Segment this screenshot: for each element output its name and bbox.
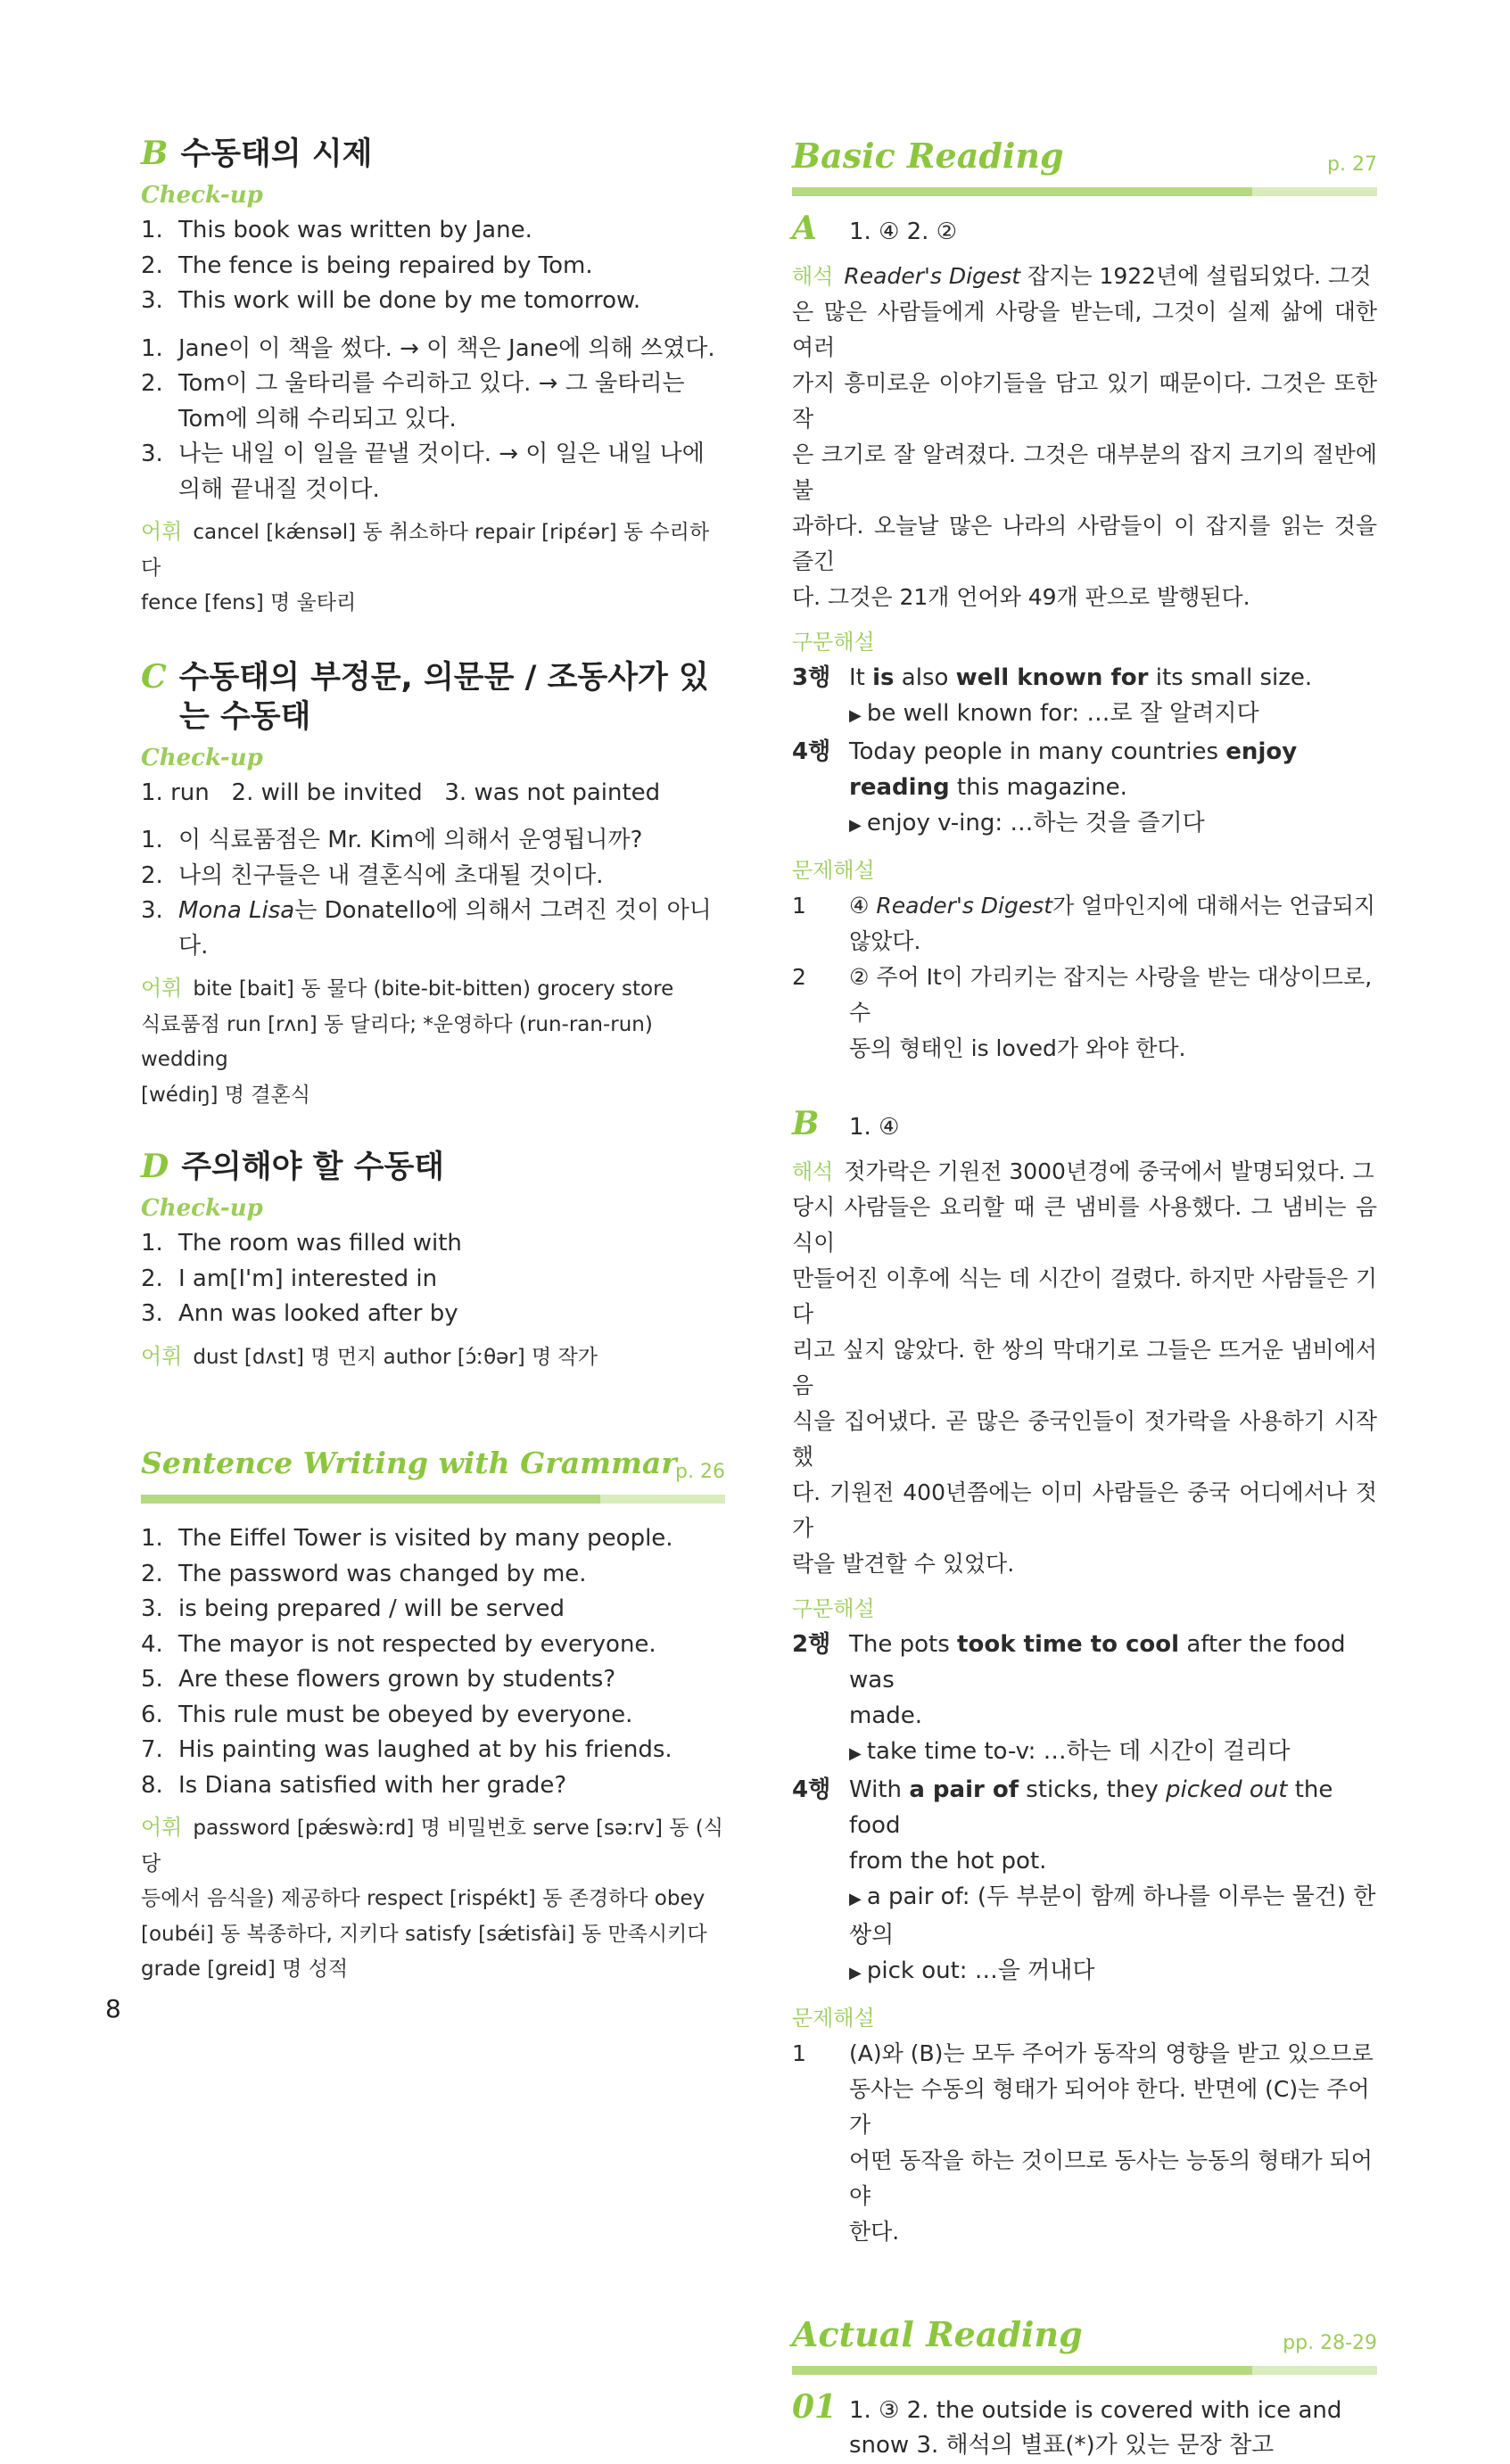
item-text: The fence is being repaired by Tom. xyxy=(178,251,593,279)
grammar-note xyxy=(792,734,1377,805)
item-number: 1. xyxy=(141,1525,163,1552)
answer-row xyxy=(792,2389,1377,2428)
line-ref: 4행 xyxy=(792,1776,831,1803)
page-number: 8 xyxy=(105,1994,121,2023)
grammar-note xyxy=(792,1772,1377,1879)
section-b-heading xyxy=(141,134,725,174)
list-item xyxy=(141,1557,725,1593)
grammar-tip xyxy=(792,1953,1377,1991)
list-item xyxy=(141,1521,725,1557)
problem-explanation xyxy=(792,2036,1377,2250)
list-item xyxy=(141,1662,725,1698)
section-b xyxy=(141,134,725,622)
vocab-block xyxy=(141,1810,725,1988)
tip-text: pick out: …을 꺼내다 xyxy=(866,1957,1095,1984)
answer-letter: 01 xyxy=(792,2388,838,2426)
text-run: from the hot pot. xyxy=(849,1848,1047,1875)
band-title: Actual Reading xyxy=(792,2314,1083,2354)
item-number: 3. xyxy=(141,287,163,314)
problem-number: 1 xyxy=(792,2040,806,2066)
vocab-label: 어휘 xyxy=(141,519,183,544)
haeseok-label: 해석 xyxy=(792,1159,834,1184)
tip-text: a pair of: (두 부분이 함께 하나를 이루는 물건) 한 쌍의 xyxy=(849,1883,1376,1949)
text-run: its small size. xyxy=(1148,664,1313,691)
checkup-answers xyxy=(141,776,725,812)
vocab-text: [oubéi] 동 복종하다, 지키다 satisfy [sǽtisfài] 동 만족시키다 xyxy=(141,1922,707,1946)
checkup-label: Check-up xyxy=(141,182,263,209)
section-d-heading xyxy=(141,1147,725,1187)
item-number: 3. xyxy=(141,1300,163,1327)
item-text-rest: 는 Donatello에 의해서 그려진 것이 아니다. xyxy=(178,897,712,960)
item-number: 3. xyxy=(141,441,163,467)
text-run-bold: reading xyxy=(849,774,950,801)
para-line: 은 많은 사람들에게 사랑을 받는데, 그것이 실제 삶에 대한 여러 xyxy=(792,299,1377,360)
answer-list xyxy=(141,213,725,319)
work-title: Mona Lisa xyxy=(178,897,295,924)
text-run: this magazine. xyxy=(949,774,1127,801)
triangle-icon: ▶ xyxy=(849,1964,862,1982)
item-text: The password was changed by me. xyxy=(178,1560,587,1587)
translation-paragraph xyxy=(792,259,1377,615)
translation-list xyxy=(141,332,725,508)
item-number: 2. xyxy=(231,779,254,806)
answer-text: 1. ④ xyxy=(849,1114,900,1141)
gumun-label: 구문해설 xyxy=(792,630,875,655)
vocab-block xyxy=(141,1339,725,1376)
answer-text: 1. ④ 2. ② xyxy=(849,218,958,245)
triangle-icon: ▶ xyxy=(849,1744,862,1763)
item-number: 3. xyxy=(141,1595,163,1622)
vocab-label: 어휘 xyxy=(141,1815,183,1840)
list-item xyxy=(141,859,725,894)
item-number: 8. xyxy=(141,1771,163,1799)
text-run: 어떤 동작을 하는 것이므로 동사는 능동의 형태가 되어야 xyxy=(849,2147,1373,2209)
triangle-icon: ▶ xyxy=(849,816,862,835)
section-actual-reading xyxy=(792,2312,1377,2464)
item-text: The Eiffel Tower is visited by many people. xyxy=(178,1525,673,1552)
text-run: Today people in many countries xyxy=(849,738,1226,765)
section-letter: B xyxy=(141,135,169,172)
answer-letter: B xyxy=(792,1105,820,1142)
problem-number: 1 xyxy=(792,893,806,919)
munje-label: 문제해설 xyxy=(792,858,875,883)
item-text: will be invited xyxy=(260,779,423,806)
list-item xyxy=(141,1768,725,1804)
section-c-heading xyxy=(141,657,725,697)
para-line: 식을 집어냈다. 곧 많은 중국인들이 젓가락을 사용하기 시작했 xyxy=(792,1408,1377,1470)
item-number: 1. xyxy=(141,334,163,362)
haeseok-label: 해석 xyxy=(792,264,834,289)
para-line: 리고 싶지 않았다. 한 쌍의 막대기로 그들은 뜨거운 냄비에서 음 xyxy=(792,1337,1377,1398)
text-run: It xyxy=(849,664,873,691)
problem-number: 2 xyxy=(792,964,806,990)
band-heading xyxy=(792,2312,1377,2377)
item-text: The room was filled with xyxy=(178,1230,462,1257)
section-sentence-writing xyxy=(141,1441,725,1988)
line-ref: 4행 xyxy=(792,738,831,765)
item-text: 나는 내일 이 일을 끝낼 것이다. → 이 일은 내일 나에 의해 끝내질 것이다. xyxy=(178,441,705,503)
section-basic-reading xyxy=(792,134,1377,2250)
answer-text-cont: snow 3. 해석의 별표(*)가 있는 문장 참고 xyxy=(849,2432,1275,2459)
text-run: the food xyxy=(849,1776,1333,1839)
vocab-text: bite [bait] 동 물다 (bite-bit-bitten) grocery store xyxy=(193,977,674,1001)
line-ref: 3행 xyxy=(792,664,831,691)
list-item xyxy=(141,284,725,319)
text-run: also xyxy=(894,664,956,691)
item-number: 1. xyxy=(141,779,163,806)
text-run: 동사는 수동의 형태가 되어야 한다. 반면에 (C)는 주어가 xyxy=(849,2076,1370,2138)
right-column xyxy=(792,134,1377,2464)
vocab-text: dust [dʌst] 명 먼지 author [ɔ́ːθər] 명 작가 xyxy=(193,1345,598,1369)
band-bar xyxy=(792,2366,1377,2375)
item-number: 3. xyxy=(141,897,163,924)
para-line: 당시 사람들은 요리할 때 큰 냄비를 사용했다. 그 냄비는 음식이 xyxy=(792,1194,1377,1256)
item-number: 1. xyxy=(141,1230,163,1257)
text-run: 가 얼마인지에 대해서는 언급되지 xyxy=(1052,893,1376,919)
para-line: 가지 흥미로운 이야기들을 담고 있기 때문이다. 그것은 또한 작 xyxy=(792,370,1377,432)
vocab-text: password [pǽswə̀ːrd] 명 비밀번호 serve [səːrv] 동 (식당 xyxy=(141,1817,723,1875)
gumun-label: 구문해설 xyxy=(792,1596,875,1621)
item-text: I am[I'm] interested in xyxy=(178,1265,438,1292)
translation-list xyxy=(141,823,725,964)
list-item xyxy=(141,1297,725,1332)
munje-label: 문제해설 xyxy=(792,2006,875,2031)
problem-explanation xyxy=(792,960,1377,1067)
vocab-label: 어휘 xyxy=(141,976,183,1001)
item-number: 2. xyxy=(141,251,163,279)
section-title: 수동태의 시제 xyxy=(180,136,373,172)
text-run-bold: is xyxy=(872,664,895,691)
band-heading xyxy=(792,134,1377,198)
para-line: 은 크기로 잘 알려졌다. 그것은 대부분의 잡지 크기의 절반에 불 xyxy=(792,441,1377,503)
grammar-note xyxy=(792,660,1377,696)
item-number: 2. xyxy=(141,1265,163,1292)
section-letter: D xyxy=(141,1148,169,1185)
text-run: made. xyxy=(849,1702,923,1729)
item-number: 1. xyxy=(141,217,163,243)
item-text: This rule must be obeyed by everyone. xyxy=(178,1701,633,1728)
band-page-ref: p. 27 xyxy=(1327,153,1377,176)
item-text: The mayor is not respected by everyone. xyxy=(178,1630,656,1658)
item-text: His painting was laughed at by his friends. xyxy=(178,1736,672,1763)
text-run: (A)와 (B)는 모두 주어가 동작의 영향을 받고 있으므로 xyxy=(849,2040,1374,2066)
vocab-text: [wédiŋ] 명 결혼식 xyxy=(141,1083,310,1107)
item-text: Tom이 그 울타리를 수리하고 있다. → 그 울타리는 Tom에 의해 수리되고 있다. xyxy=(178,370,685,433)
para-line: 과하다. 오늘날 많은 나라의 사람들이 이 잡지를 읽는 것을 즐긴 xyxy=(792,513,1377,574)
magazine-title: Reader's Digest xyxy=(876,893,1053,919)
list-item xyxy=(141,1628,725,1663)
item-text: Is Diana satisfied with her grade? xyxy=(178,1771,567,1799)
section-letter: C xyxy=(141,657,167,696)
item-text: is being prepared / will be served xyxy=(178,1595,565,1622)
item-number: 1. xyxy=(141,827,163,853)
item-text: 나의 친구들은 내 결혼식에 초대될 것이다. xyxy=(178,861,604,889)
band-page-ref: pp. 28-29 xyxy=(1283,2332,1377,2354)
band-title: Basic Reading xyxy=(792,136,1064,176)
item-number: 2. xyxy=(141,370,163,397)
text-run: With xyxy=(849,1776,910,1803)
line-ref: 2행 xyxy=(792,1631,831,1658)
grammar-note xyxy=(792,1627,1377,1734)
list-item xyxy=(141,249,725,284)
section-c-heading-cont xyxy=(141,697,725,737)
tip-text: enjoy v-ing: …하는 것을 즐기다 xyxy=(866,810,1205,836)
item-number: 3. xyxy=(444,779,467,806)
list-item xyxy=(141,213,725,249)
grammar-tip xyxy=(792,1879,1377,1953)
item-text: Are these flowers grown by students? xyxy=(178,1666,616,1693)
item-text: run xyxy=(170,779,210,806)
answer-list xyxy=(141,1226,725,1332)
item-text: Ann was looked after by xyxy=(178,1300,458,1327)
para-line: 다. 기원전 400년쯤에는 이미 사람들은 중국 어디에서나 젓가 xyxy=(792,1479,1377,1541)
item-number: 6. xyxy=(141,1701,163,1728)
grammar-tip xyxy=(792,696,1377,734)
magazine-title: Reader's Digest xyxy=(844,263,1021,289)
left-column xyxy=(141,134,725,1988)
tip-text: take time to-v: …하는 데 시간이 걸리다 xyxy=(866,1738,1291,1765)
para-line: 만들어진 이후에 식는 데 시간이 걸렸다. 하지만 사람들은 기다 xyxy=(792,1265,1377,1327)
item-number: 2. xyxy=(141,1560,163,1587)
section-title: 주의해야 할 수동태 xyxy=(181,1150,445,1185)
answer-letter: A xyxy=(792,210,817,247)
band-bar xyxy=(141,1495,725,1504)
section-c xyxy=(141,657,725,1114)
text-run: after the food was xyxy=(849,1631,1346,1693)
grammar-tip xyxy=(792,805,1377,844)
item-text: This book was written by Jane. xyxy=(178,217,532,243)
list-item xyxy=(141,823,725,859)
item-text: 이 식료품점은 Mr. Kim에 의해서 운영됩니까? xyxy=(178,827,643,853)
item-number: 7. xyxy=(141,1736,163,1763)
list-item xyxy=(141,1698,725,1734)
list-item xyxy=(141,1733,725,1768)
para-line: 잡지는 1922년에 설립되었다. 그것 xyxy=(1020,263,1372,289)
text-run: sticks, they xyxy=(1019,1776,1167,1803)
band-page-ref: p. 26 xyxy=(675,1461,725,1483)
grammar-tip xyxy=(792,1734,1377,1772)
vocab-label: 어휘 xyxy=(141,1343,183,1369)
text-run-bold: enjoy xyxy=(1225,738,1298,765)
item-number: 2. xyxy=(141,861,163,889)
list-item xyxy=(141,1592,725,1628)
vocab-text: 등에서 음식을) 제공하다 respect [rispékt] 동 존경하다 obey xyxy=(141,1887,705,1910)
item-text xyxy=(178,894,725,964)
text-run: 한다. xyxy=(849,2219,900,2245)
list-item xyxy=(141,1262,725,1298)
text-run: ④ xyxy=(849,893,877,919)
text-run: 않았다. xyxy=(849,928,921,954)
text-run-bold: took time to cool xyxy=(957,1631,1180,1658)
list-item xyxy=(141,332,725,367)
answer-row xyxy=(792,1106,1377,1145)
tip-text: be well known for: …로 잘 알려지다 xyxy=(866,700,1259,727)
section-d xyxy=(141,1147,725,1375)
item-number: 4. xyxy=(141,1630,163,1658)
list-item xyxy=(141,367,725,437)
section-title: 수동태의 부정문, 의문문 / 조동사가 있 xyxy=(178,659,709,696)
item-text: This work will be done by me tomorrow. xyxy=(178,287,641,314)
text-run: 동의 형태인 is loved가 와야 한다. xyxy=(849,1035,1186,1061)
list-item xyxy=(141,1226,725,1262)
answer-row xyxy=(792,210,1377,250)
text-run-bold: well known for xyxy=(955,664,1149,691)
item-number: 5. xyxy=(141,1666,163,1693)
text-run-bold: a pair of xyxy=(909,1776,1019,1803)
para-line: 젓가락은 기원전 3000년경에 중국에서 발명되었다. 그 xyxy=(844,1158,1374,1184)
text-run-italic: picked out xyxy=(1166,1776,1288,1803)
item-text: was not painted xyxy=(474,779,661,806)
vocab-text: 식료품점 run [rʌn] 동 달리다; *운영하다 (run-ran-run) wedding xyxy=(141,1012,653,1071)
vocab-block xyxy=(141,515,725,622)
list-item xyxy=(141,894,725,964)
para-line: 다. 그것은 21개 언어와 49개 판으로 발행된다. xyxy=(792,584,1250,610)
band-bar xyxy=(792,187,1377,196)
section-title: 는 수동태 xyxy=(179,698,311,735)
text-run: The pots xyxy=(849,1631,958,1658)
list-item xyxy=(141,437,725,507)
band-title: Sentence Writing with Grammar xyxy=(141,1446,677,1480)
triangle-icon: ▶ xyxy=(849,1890,862,1908)
para-line: 락을 발견할 수 있었다. xyxy=(792,1551,1015,1577)
vocab-text: fence [fens] 명 울타리 xyxy=(141,591,357,614)
band-heading xyxy=(141,1441,725,1505)
triangle-icon: ▶ xyxy=(849,706,862,725)
item-text: Jane이 이 책을 썼다. → 이 책은 Jane에 의해 쓰였다. xyxy=(178,334,715,362)
answer-list xyxy=(141,1521,725,1803)
translation-paragraph xyxy=(792,1154,1377,1582)
text-run: ② 주어 It이 가리키는 잡지는 사랑을 받는 대상이므로, 수 xyxy=(849,964,1373,1026)
vocab-text: cancel [kǽnsəl] 동 취소하다 repair [ripέər] 동 수리하다 xyxy=(141,521,710,580)
checkup-label: Check-up xyxy=(141,1195,263,1222)
vocab-text: grade [greid] 명 성적 xyxy=(141,1957,349,1981)
answer-text: 1. ③ 2. the outside is covered with ice and xyxy=(849,2397,1342,2424)
problem-explanation xyxy=(792,888,1377,960)
checkup-label: Check-up xyxy=(141,744,263,771)
vocab-block xyxy=(141,971,725,1113)
